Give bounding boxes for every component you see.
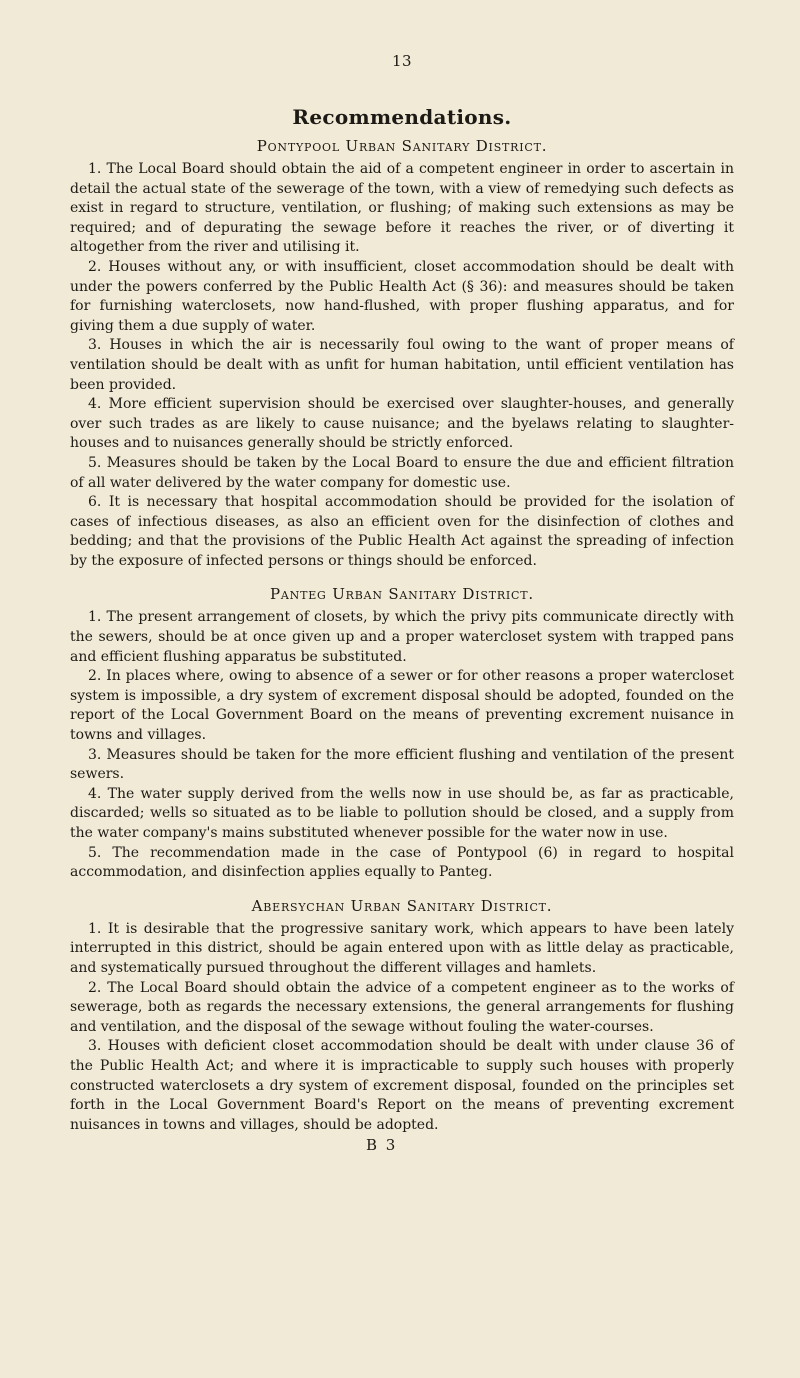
- paragraph: 1. The present arrangement of closets, by which the privy pits communicate directly with the sewers, should be at once given up and a proper watercloset system with trapped pans and efficient flushing apparatus be substituted.: [70, 609, 734, 665]
- section-heading: Abersychan Urban Sanitary District.: [251, 896, 553, 915]
- paragraph: 6. It is necessary that hospital accommodation should be provided for the isolation of cases of infectious diseases, as also an efficient oven for the disinfection of clothes and bedding; and that the provisions of the Public Health Act against the spreading of infection by the exposure of infected persons or things should be enforced.: [70, 494, 734, 569]
- signature-mark: B 3: [366, 1136, 398, 1155]
- paragraph: 1. It is desirable that the progressive sanitary work, which appears to have been lately interrupted in this district, should be again entered upon with as little delay as practicable, and systematically pursued throughout the different villages and hamlets.: [70, 920, 734, 976]
- paragraph: 2. The Local Board should obtain the advice of a competent engineer as to the works of sewerage, both as regards the necessary extensions, the general arrangements for flushing and ventilation, and the disposal of the sewage without fouling the water-courses.: [70, 979, 734, 1035]
- section-abersychan: [70, 897, 734, 1136]
- section-pontypool: [70, 137, 734, 571]
- paragraph: 4. The water supply derived from the wells now in use should be, as far as practicable, discarded; wells so situated as to be liable to pollution should be closed, and a supply from the water company's mains substituted whenever possible for the water now in use.: [70, 785, 734, 841]
- paragraph: 5. The recommendation made in the case of Pontypool (6) in regard to hospital accommodation, and disinfection applies equally to Panteg.: [70, 844, 734, 881]
- paragraph: 2. In places where, owing to absence of a sewer or for other reasons a proper watercloset system is impossible, a dry system of excrement disposal should be adopted, founded on the report of the Local Government Board on the means of preventing excrement nuisance in towns and villages.: [70, 668, 734, 744]
- paragraph: 4. More efficient supervision should be exercised over slaughter-houses, and generally over such trades as are likely to cause nuisance; and the byelaws relating to slaughter-houses and to nuisances generally should be strictly enforced.: [70, 396, 734, 452]
- paragraph: 1. The Local Board should obtain the aid of a competent engineer in order to ascertain in detail the actual state of the sewerage of the town, with a view of remedying such defects as exist in regard to structure, ventilation, or flushing; of making such extensions as may be required; and of depurating the sewage before it reaches the river, or of diverting it altogether from the river and utilising it.: [70, 161, 734, 256]
- paragraph: 5. Measures should be taken by the Local Board to ensure the due and efficient filtration of all water delivered by the water company for domestic use.: [70, 454, 734, 491]
- section-heading: Panteg Urban Sanitary District.: [270, 585, 534, 604]
- page-number: 13: [391, 52, 413, 70]
- paragraph: 2. Houses without any, or with insufficient, closet accommodation should be dealt with under the powers conferred by the Public Health Act (§ 36): and measures should be taken for furnishing waterclosets, now hand-flushed, with proper flushing apparatus, and for giving them a due supply of water.: [70, 258, 734, 334]
- paragraph: 3. Houses in which the air is necessarily foul owing to the want of proper means of ventilation should be dealt with as unfit for human habitation, until efficient ventilation has been provided.: [70, 337, 734, 393]
- page-title: Recommendations.: [292, 105, 512, 129]
- paragraph: 3. Measures should be taken for the more efficient flushing and ventilation of the present sewers.: [70, 746, 734, 783]
- section-heading: Pontypool Urban Sanitary District.: [256, 137, 548, 155]
- paragraph: 3. Houses with deficient closet accommodation should be dealt with under clause 36 of the Public Health Act; and where it is impracticable to supply such houses with properly constructed waterclosets a dry system of excrement disposal, founded on the principles set forth in the Local Government Board's Report on the means of preventing excrement nuisances in towns and villages, should be adopted.: [70, 1038, 734, 1133]
- section-panteg: [70, 585, 734, 882]
